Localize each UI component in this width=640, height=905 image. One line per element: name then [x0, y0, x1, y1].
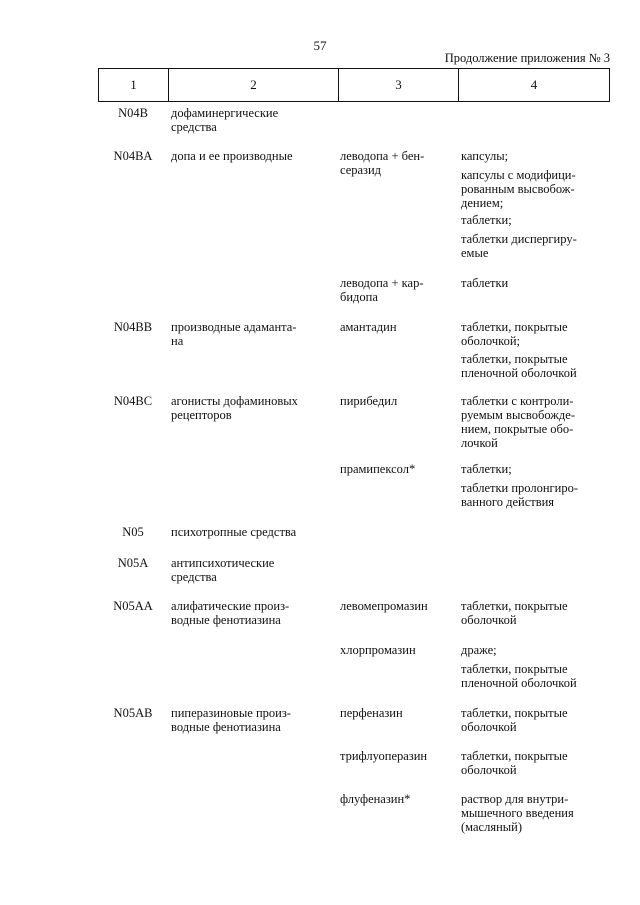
dosage-form: таблетки [461, 276, 509, 290]
dosage-form: таблетки; [461, 213, 512, 227]
drug-name: левомепромазин [340, 599, 428, 613]
dosage-form: драже; [461, 643, 497, 657]
dosage-form: капсулы с модифици- рованным высвобож- дением; [461, 168, 576, 210]
anatomical-therapeutic-group: психотропные средства [171, 525, 297, 539]
atc-code: N05A [117, 556, 149, 570]
atc-code: N04BB [113, 320, 153, 334]
table-header-row [98, 68, 610, 102]
atc-code: N05AB [113, 706, 153, 720]
dosage-form: таблетки, покрытые оболочкой; [461, 320, 568, 348]
atc-code: N04BC [113, 394, 153, 408]
drug-name: прамипексол* [340, 462, 416, 476]
atc-code: N05 [122, 525, 144, 539]
drug-name: леводопа + кар- бидопа [340, 276, 424, 304]
anatomical-therapeutic-group: дофаминергические средства [171, 106, 279, 134]
drug-name: пирибедил [340, 394, 398, 408]
dosage-form: капсулы; [461, 149, 509, 163]
dosage-form: таблетки пролонгиро- ванного действия [461, 481, 579, 509]
dosage-form: таблетки, покрытые пленочной оболочкой [461, 352, 577, 380]
anatomical-therapeutic-group: допа и ее производные [171, 149, 293, 163]
column-header-2: 2 [169, 69, 339, 101]
dosage-form: таблетки с контроли- руемым высвобожде- нием, покрытые обо- лочкой [461, 394, 575, 450]
dosage-form: таблетки, покрытые оболочкой [461, 599, 568, 627]
anatomical-therapeutic-group: алифатические произ- водные фенотиазина [171, 599, 290, 627]
column-header-4: 4 [530, 77, 538, 92]
anatomical-therapeutic-group: антипсихотические средства [171, 556, 275, 584]
dosage-form: раствор для внутри- мышечного введения (масляный) [461, 792, 574, 834]
atc-code: N05AA [113, 599, 153, 613]
drug-name: перфеназин [340, 706, 403, 720]
atc-code: N04BA [113, 149, 153, 163]
drug-name: хлорпромазин [340, 643, 416, 657]
dosage-form: таблетки, покрытые оболочкой [461, 749, 568, 777]
column-header-3: 3 [339, 69, 459, 101]
dosage-form: таблетки, покрытые оболочкой [461, 706, 568, 734]
drug-name: леводопа + бен- серазид [340, 149, 425, 177]
anatomical-therapeutic-group: агонисты дофаминовых рецепторов [171, 394, 298, 422]
dosage-form: таблетки, покрытые пленочной оболочкой [461, 662, 577, 690]
dosage-form: таблетки диспергиру- емые [461, 232, 577, 260]
drug-name: трифлуоперазин [340, 749, 428, 763]
column-header-1: 1 [99, 69, 169, 101]
anatomical-therapeutic-group: производные адаманта- на [171, 320, 297, 348]
atc-code: N04B [118, 106, 148, 120]
appendix-continuation-note: Продолжение приложения № 3 [444, 51, 610, 65]
drug-name: амантадин [340, 320, 397, 334]
page-number: 57 [313, 38, 327, 53]
dosage-form: таблетки; [461, 462, 512, 476]
drug-name: флуфеназин* [340, 792, 411, 806]
anatomical-therapeutic-group: пиперазиновые произ- водные фенотиазина [171, 706, 291, 734]
